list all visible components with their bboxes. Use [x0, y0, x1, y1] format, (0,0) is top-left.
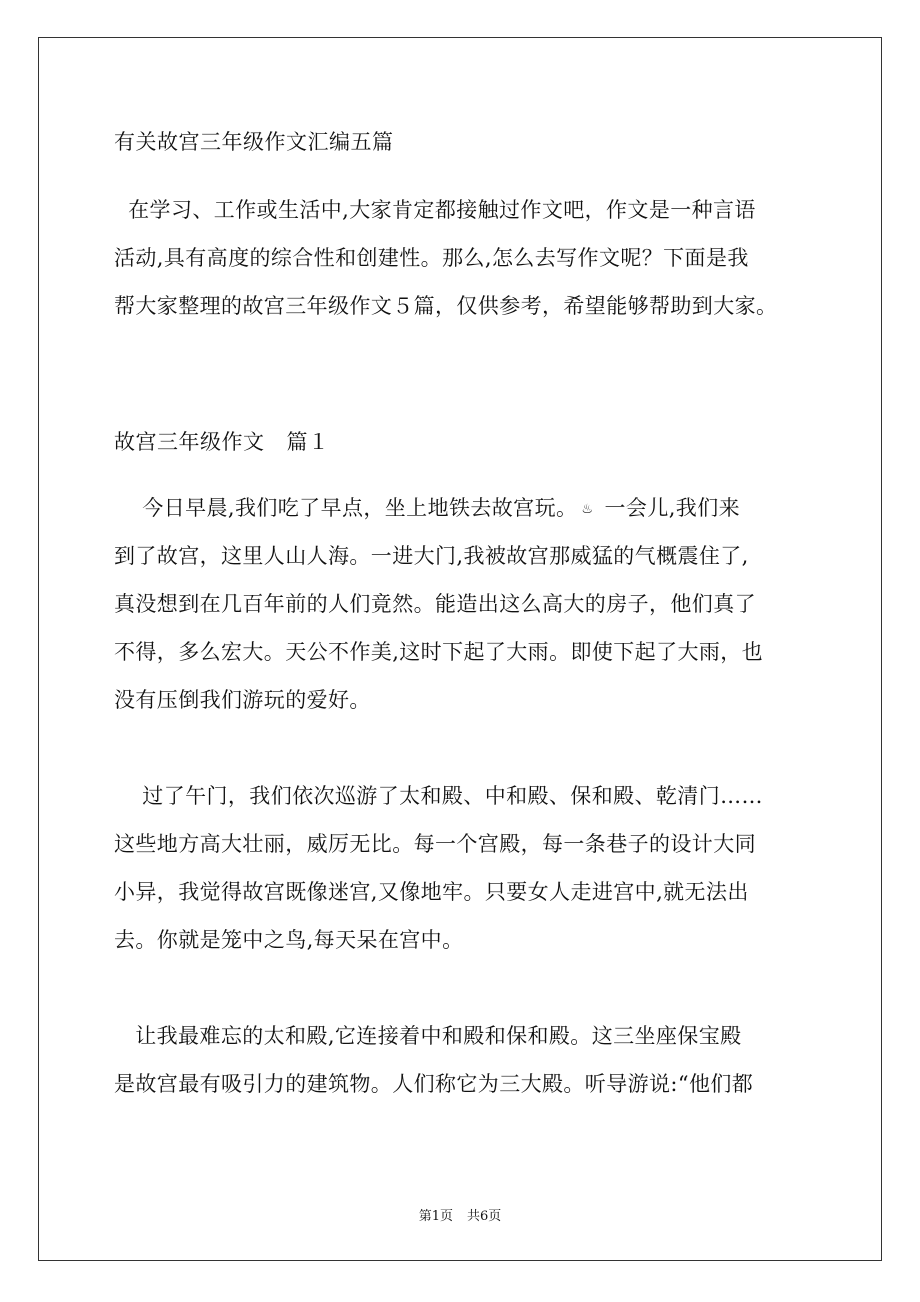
paragraph-1	[114, 484, 814, 724]
paragraph-1-line-1	[114, 484, 814, 532]
paragraph-3-line-2: 是故宫最有吸引力的建筑物。人们称它为三大殿。听导游说:“他们都	[114, 1072, 754, 1096]
document-title: 有关故宫三年级作文汇编五篇	[114, 130, 394, 154]
paragraph-2-line-1: 过了午门，我们依次巡游了太和殿、中和殿、保和殿、乾清门……	[114, 784, 763, 808]
intro-line-2: 活动,具有高度的综合性和创建性。那么,怎么去写作文呢？下面是我	[114, 246, 749, 270]
paragraph-1-line-1-part-b: 一会儿,我们来	[597, 496, 740, 520]
intro-line-3: 帮大家整理的故宫三年级作文５篇，仅供参考，希望能够帮助到大家。	[114, 294, 778, 318]
page-footer	[0, 1208, 920, 1226]
paragraph-1-line-3: 真没想到在几百年前的人们竟然。能造出这么高大的房子，他们真了	[114, 592, 756, 616]
paragraph-2	[114, 772, 814, 964]
page-total: 共6页	[467, 1209, 502, 1224]
paragraph-2-line-3: 小异，我觉得故宫既像迷宫,又像地牢。只要女人走进宫中,就无法出	[114, 880, 749, 904]
section-number: 篇１	[286, 430, 330, 454]
paragraph-1-line-2: 到了故宫，这里人山人海。一进大门,我被故宫那威猛的气概震住了,	[114, 544, 749, 568]
paragraph-3	[114, 1012, 814, 1108]
intro-line-1: 在学习、工作或生活中,大家肯定都接触过作文吧，作文是一种言语	[114, 198, 756, 222]
paragraph-1-line-1-part-a: 今日早晨,我们吃了早点，坐上地铁去故宫玩。	[114, 496, 578, 520]
paragraph-1-line-4: 不得，多么宏大。天公不作美,这时下起了大雨。即使下起了大雨，也	[114, 640, 764, 664]
paragraph-2-line-2: 这些地方高大壮丽，威厉无比。每一个宫殿，每一条巷子的设计大同	[114, 832, 756, 856]
paragraph-1-line-5: 没有压倒我们游玩的爱好。	[114, 688, 371, 712]
intro-paragraph	[114, 186, 814, 330]
section-heading-text: 故宫三年级作文	[114, 430, 265, 454]
paragraph-3-line-1: 让我最难忘的太和殿,它连接着中和殿和保和殿。这三坐座保宝殿	[114, 1024, 742, 1048]
page-number: 第1页	[418, 1209, 453, 1224]
inline-mark-icon: ♨	[581, 501, 594, 517]
section-heading	[114, 426, 330, 458]
paragraph-2-line-4: 去。你就是笼中之鸟,每天呆在宫中。	[114, 928, 464, 952]
